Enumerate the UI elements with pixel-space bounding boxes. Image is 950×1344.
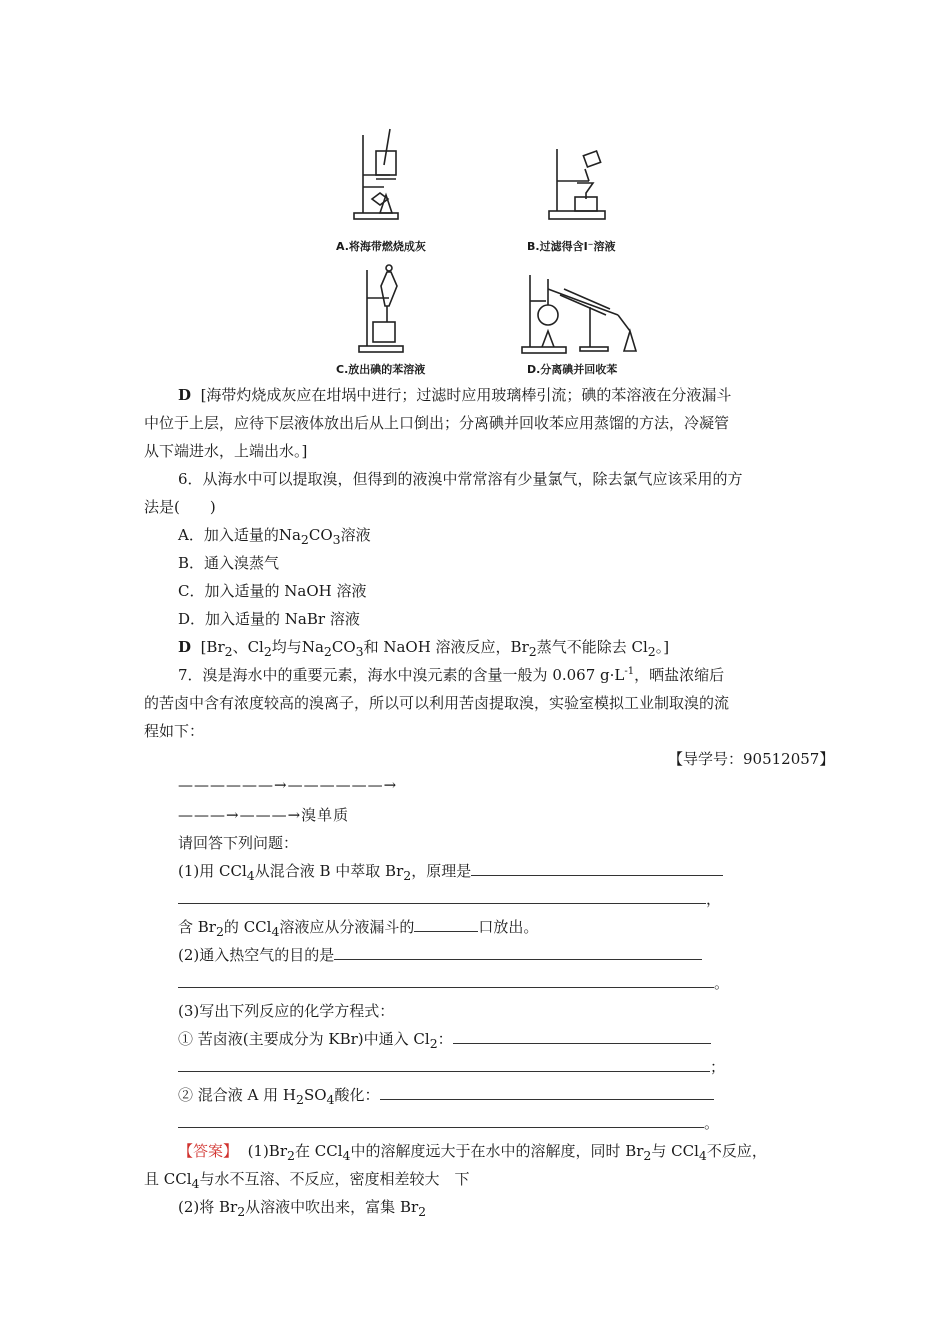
q7-part1-line3: 含 $Br_2$的 CCl$_4$溶液应从分液漏斗的 口放出。: [178, 918, 539, 939]
q7-stem-line2: 的苦卤中含有浓度较高的溴离子，所以可以利用苦卤提取溴，实验室模拟工业制取溴的流: [144, 694, 730, 712]
flow-line2: ———→———→溴单质: [178, 806, 350, 824]
figure-a-caption: A.将海带燃烧成灰: [336, 240, 426, 253]
answer-blank[interactable]: [380, 1084, 714, 1100]
q7-part1-line2: ，: [178, 888, 721, 909]
q6-option-c: C．加入适量的 NaOH 溶液: [178, 582, 367, 600]
q7-part3: (3)写出下列反应的化学方程式：: [178, 1002, 395, 1020]
q6-answer: D [$Br_2$、$Cl_2$均与$Na_2CO_3$和 NaOH 溶液反应，$Br_2$蒸气不能除去 $Cl_2$。]: [178, 638, 670, 659]
answer-blank[interactable]: [178, 1112, 704, 1128]
q7-part1-line1: (1)用 CCl$_4$从混合液 B 中萃取 $Br_2$，原理是: [178, 860, 723, 883]
q7-part3-2-line1: ② 混合液 A 用 $H_2SO_4$酸化：: [178, 1084, 714, 1107]
figure-a-burning-apparatus: [350, 125, 420, 223]
q5-answer-line1: [178, 384, 731, 405]
q5-answer-letter: D: [178, 386, 192, 404]
q7-part3-2-line2: 。: [178, 1112, 719, 1133]
q7-stem-line1: 7．溴是海水中的重要元素，海水中溴元素的含量一般为 0.067 $g\cdot L^{-1}$，晒盐浓缩后: [178, 666, 725, 684]
figure-b-filtration-apparatus: [545, 145, 625, 223]
q5-answer-text1: [海带灼烧成灰应在坩埚中进行；过滤时应用玻璃棒引流；碘的苯溶液在分液漏斗: [200, 386, 732, 404]
q6-option-d: D．加入适量的 NaBr 溶液: [178, 610, 360, 628]
q7-part3-1-line2: ；: [178, 1056, 725, 1077]
answer-blank[interactable]: [414, 916, 478, 932]
figure-c-caption: C.放出碘的苯溶液: [336, 363, 426, 376]
q6-stem-line2: 法是( ): [144, 498, 216, 516]
q7-part2-line1: (2)通入热空气的目的是: [178, 944, 702, 965]
answer-blank[interactable]: [178, 888, 706, 904]
q6-stem-line1: 6．从海水中可以提取溴，但得到的液溴中常常溶有少量氯气，除去氯气应该采用的方: [178, 470, 743, 488]
answer-tag: 【答案】: [178, 1142, 239, 1160]
answer-blank[interactable]: [334, 944, 702, 960]
guide-number: 【导学号：90512057】: [668, 750, 835, 768]
figure-d-caption: D.分离碘并回收苯: [527, 363, 618, 376]
figure-c-separatory-funnel: [355, 262, 415, 357]
answer7-line3: (2)将 $Br_2$从溶液中吹出来，富集 $Br_2$: [178, 1198, 427, 1219]
q7-part2-line2: 。: [178, 972, 729, 993]
answer-blank[interactable]: [178, 972, 714, 988]
q5-answer-line3: 从下端进水，上端出水。]: [144, 442, 308, 460]
figure-d-distillation-apparatus: [520, 265, 650, 357]
answer7-line2: 且 CCl$_4$与水不互溶、不反应，密度相差较大 下: [144, 1170, 470, 1191]
q7-please-answer: 请回答下列问题：: [178, 834, 299, 852]
q7-part3-1-line1: ① 苦卤液(主要成分为 KBr)中通入 $Cl_2$：: [178, 1028, 711, 1051]
flow-line1: ——————→——————→: [178, 776, 398, 794]
answer-blank[interactable]: [178, 1056, 710, 1072]
figure-b-caption: B.过滤得含I⁻溶液: [527, 240, 616, 253]
answer-blank[interactable]: [471, 860, 723, 876]
q6-option-a: A．加入适量的$Na_2CO_3$溶液: [178, 526, 371, 547]
q7-stem-line3: 程如下：: [144, 722, 205, 740]
q6-option-b: B．通入溴蒸气: [178, 554, 280, 572]
answer7-line1: 【答案】 $(1)Br_2$在 CCl$_4$中的溶解度远大于在水中的溶解度，同时 $Br_2$与 CCl$_4$不反应，: [178, 1142, 767, 1163]
q5-answer-line2: 中位于上层，应待下层液体放出后从上口倒出；分离碘并回收苯应用蒸馏的方法，冷凝管: [144, 414, 730, 432]
answer-blank[interactable]: [453, 1028, 711, 1044]
